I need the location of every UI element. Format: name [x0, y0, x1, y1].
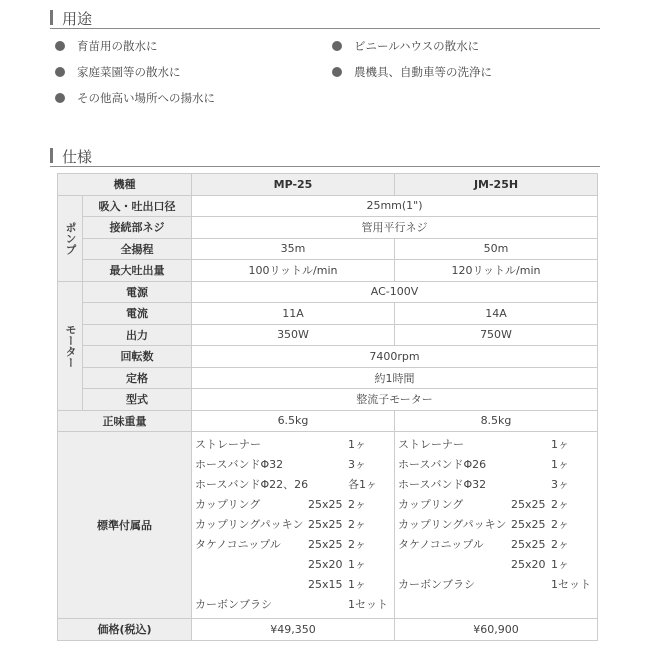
row-label: 価格(税込)	[58, 619, 192, 641]
usage-text: 家庭菜園等の散水に	[77, 65, 181, 79]
row-value: 750W	[395, 324, 598, 346]
accessory-qty: 2ヶ	[348, 518, 366, 531]
table-row	[58, 217, 598, 239]
usage-item	[55, 64, 181, 80]
row-label: 吸入・吐出口径	[83, 195, 192, 217]
accessory-line	[398, 535, 597, 555]
usage-item	[332, 64, 492, 80]
accessory-size: 25x25	[511, 538, 546, 551]
usage-text: その他高い場所への揚水に	[77, 91, 215, 105]
usage-item	[55, 90, 215, 106]
accessory-name: タケノコニップル	[398, 538, 484, 551]
table-header	[58, 174, 598, 196]
row-value: 35m	[192, 238, 395, 260]
accessory-name: ホースバンドΦ32	[398, 478, 487, 491]
accessory-qty: 1ヶ	[348, 558, 366, 571]
row-label: 出力	[83, 324, 192, 346]
usage-text: ビニールハウスの散水に	[354, 39, 480, 53]
accessory-qty: 2ヶ	[551, 518, 569, 531]
accessory-size: 25x20	[511, 558, 546, 571]
accessory-line	[398, 495, 597, 515]
accessory-qty: 2ヶ	[551, 538, 569, 551]
accessory-name: カップリングパッキン	[195, 518, 304, 531]
group-motor-cell	[58, 281, 83, 410]
accessory-line	[398, 555, 597, 575]
row-label: 電流	[83, 303, 192, 325]
accessory-line	[398, 475, 597, 495]
accessory-qty: 3ヶ	[551, 478, 569, 491]
heading-bar	[50, 10, 53, 25]
price-jm25h: ¥60,900	[395, 619, 598, 641]
group-motor: モーター	[64, 323, 77, 368]
table-row	[58, 410, 598, 432]
row-label: 正味重量	[58, 410, 192, 432]
table-row	[58, 619, 598, 641]
accessory-size: 25x15	[308, 578, 343, 591]
accessory-size: 25x20	[308, 558, 343, 571]
row-label: 接続部ネジ	[83, 217, 192, 239]
row-value: 8.5kg	[395, 410, 598, 432]
header-mp25: MP-25	[192, 174, 395, 196]
group-pump: ポンプ	[64, 221, 77, 255]
group-pump-cell	[58, 195, 83, 281]
bullet-icon	[55, 41, 65, 51]
row-label: 全揚程	[83, 238, 192, 260]
accessory-size: 25x25	[308, 498, 343, 511]
accessory-name: カップリングパッキン	[398, 518, 507, 531]
accessory-line	[195, 535, 394, 555]
table-row	[58, 367, 598, 389]
accessory-line	[398, 575, 597, 595]
table-row	[58, 238, 598, 260]
accessory-qty: 1ヶ	[348, 578, 366, 591]
accessory-line	[195, 475, 394, 495]
row-value: 整流子モーター	[192, 389, 598, 411]
spec-heading	[50, 144, 600, 167]
accessory-line	[195, 495, 394, 515]
accessory-qty: 1ヶ	[551, 458, 569, 471]
accessory-name	[398, 555, 511, 575]
accessory-name	[195, 575, 308, 595]
usage-item	[55, 38, 158, 54]
accessory-qty: 1セット	[348, 598, 388, 611]
usage-item	[332, 38, 479, 54]
row-value: 11A	[192, 303, 395, 325]
accessory-size: 25x25	[308, 538, 343, 551]
row-label: 型式	[83, 389, 192, 411]
accessory-line	[398, 435, 597, 455]
accessory-name: カップリング	[398, 498, 464, 511]
accessory-line	[195, 515, 394, 535]
accessory-line	[195, 595, 394, 615]
accessory-name: カーボンブラシ	[195, 598, 272, 611]
accessory-qty: 2ヶ	[348, 498, 366, 511]
accessories-mp25	[192, 432, 395, 619]
bullet-icon	[332, 41, 342, 51]
accessory-size: 25x25	[511, 498, 546, 511]
accessory-line	[195, 555, 394, 575]
usage-heading	[50, 6, 600, 29]
row-value: 6.5kg	[192, 410, 395, 432]
accessory-size: 25x25	[511, 518, 546, 531]
row-label: 最大吐出量	[83, 260, 192, 282]
accessory-qty: 1ヶ	[551, 438, 569, 451]
row-value: 7400rpm	[192, 346, 598, 368]
row-value: AC-100V	[192, 281, 598, 303]
accessory-line	[195, 435, 394, 455]
accessory-line	[398, 455, 597, 475]
accessory-name: ホースバンドΦ26	[398, 458, 487, 471]
header-jm25h: JM-25H	[395, 174, 598, 196]
accessory-name: ストレーナー	[398, 438, 464, 451]
accessory-line	[195, 455, 394, 475]
table-row	[58, 303, 598, 325]
row-value: 120リットル/min	[395, 260, 598, 282]
accessory-name: カーボンブラシ	[398, 578, 475, 591]
table-row	[58, 346, 598, 368]
accessory-line	[195, 575, 394, 595]
heading-bar	[50, 148, 53, 163]
row-label: 定格	[83, 367, 192, 389]
accessory-qty: 2ヶ	[348, 538, 366, 551]
accessory-name: タケノコニップル	[195, 538, 281, 551]
spec-title: 仕様	[62, 148, 93, 166]
row-value: 管用平行ネジ	[192, 217, 598, 239]
row-value: 50m	[395, 238, 598, 260]
table-row	[58, 260, 598, 282]
table-row	[58, 389, 598, 411]
price-mp25: ¥49,350	[192, 619, 395, 641]
accessory-name: ストレーナー	[195, 438, 261, 451]
row-value: 約1時間	[192, 367, 598, 389]
accessory-name: カップリング	[195, 498, 261, 511]
row-label: 回転数	[83, 346, 192, 368]
accessory-qty: 1ヶ	[551, 558, 569, 571]
accessory-name: ホースバンドΦ32	[195, 458, 284, 471]
accessory-name	[195, 555, 308, 575]
usage-title: 用途	[62, 10, 93, 28]
table-row	[58, 281, 598, 303]
accessories-row	[58, 432, 598, 619]
row-value: 350W	[192, 324, 395, 346]
accessories-jm25h	[395, 432, 598, 619]
accessory-qty: 3ヶ	[348, 458, 366, 471]
table-row	[58, 324, 598, 346]
row-label: 電源	[83, 281, 192, 303]
accessory-qty: 1セット	[551, 578, 591, 591]
row-value: 100リットル/min	[192, 260, 395, 282]
row-value: 14A	[395, 303, 598, 325]
row-value: 25mm(1")	[192, 195, 598, 217]
accessory-qty: 2ヶ	[551, 498, 569, 511]
accessory-size: 25x25	[308, 518, 343, 531]
table-row	[58, 195, 598, 217]
usage-text: 農機具、自動車等の洗浄に	[354, 65, 492, 79]
spec-table	[57, 173, 598, 641]
row-label: 標準付属品	[58, 432, 192, 619]
accessory-name: ホースバンドΦ22、26	[195, 478, 309, 491]
accessory-qty: 1ヶ	[348, 438, 366, 451]
accessory-qty: 各1ヶ	[348, 478, 377, 491]
bullet-icon	[55, 93, 65, 103]
usage-text: 育苗用の散水に	[77, 39, 158, 53]
bullet-icon	[55, 67, 65, 77]
bullet-icon	[332, 67, 342, 77]
header-model: 機種	[58, 174, 192, 196]
accessory-line	[398, 515, 597, 535]
